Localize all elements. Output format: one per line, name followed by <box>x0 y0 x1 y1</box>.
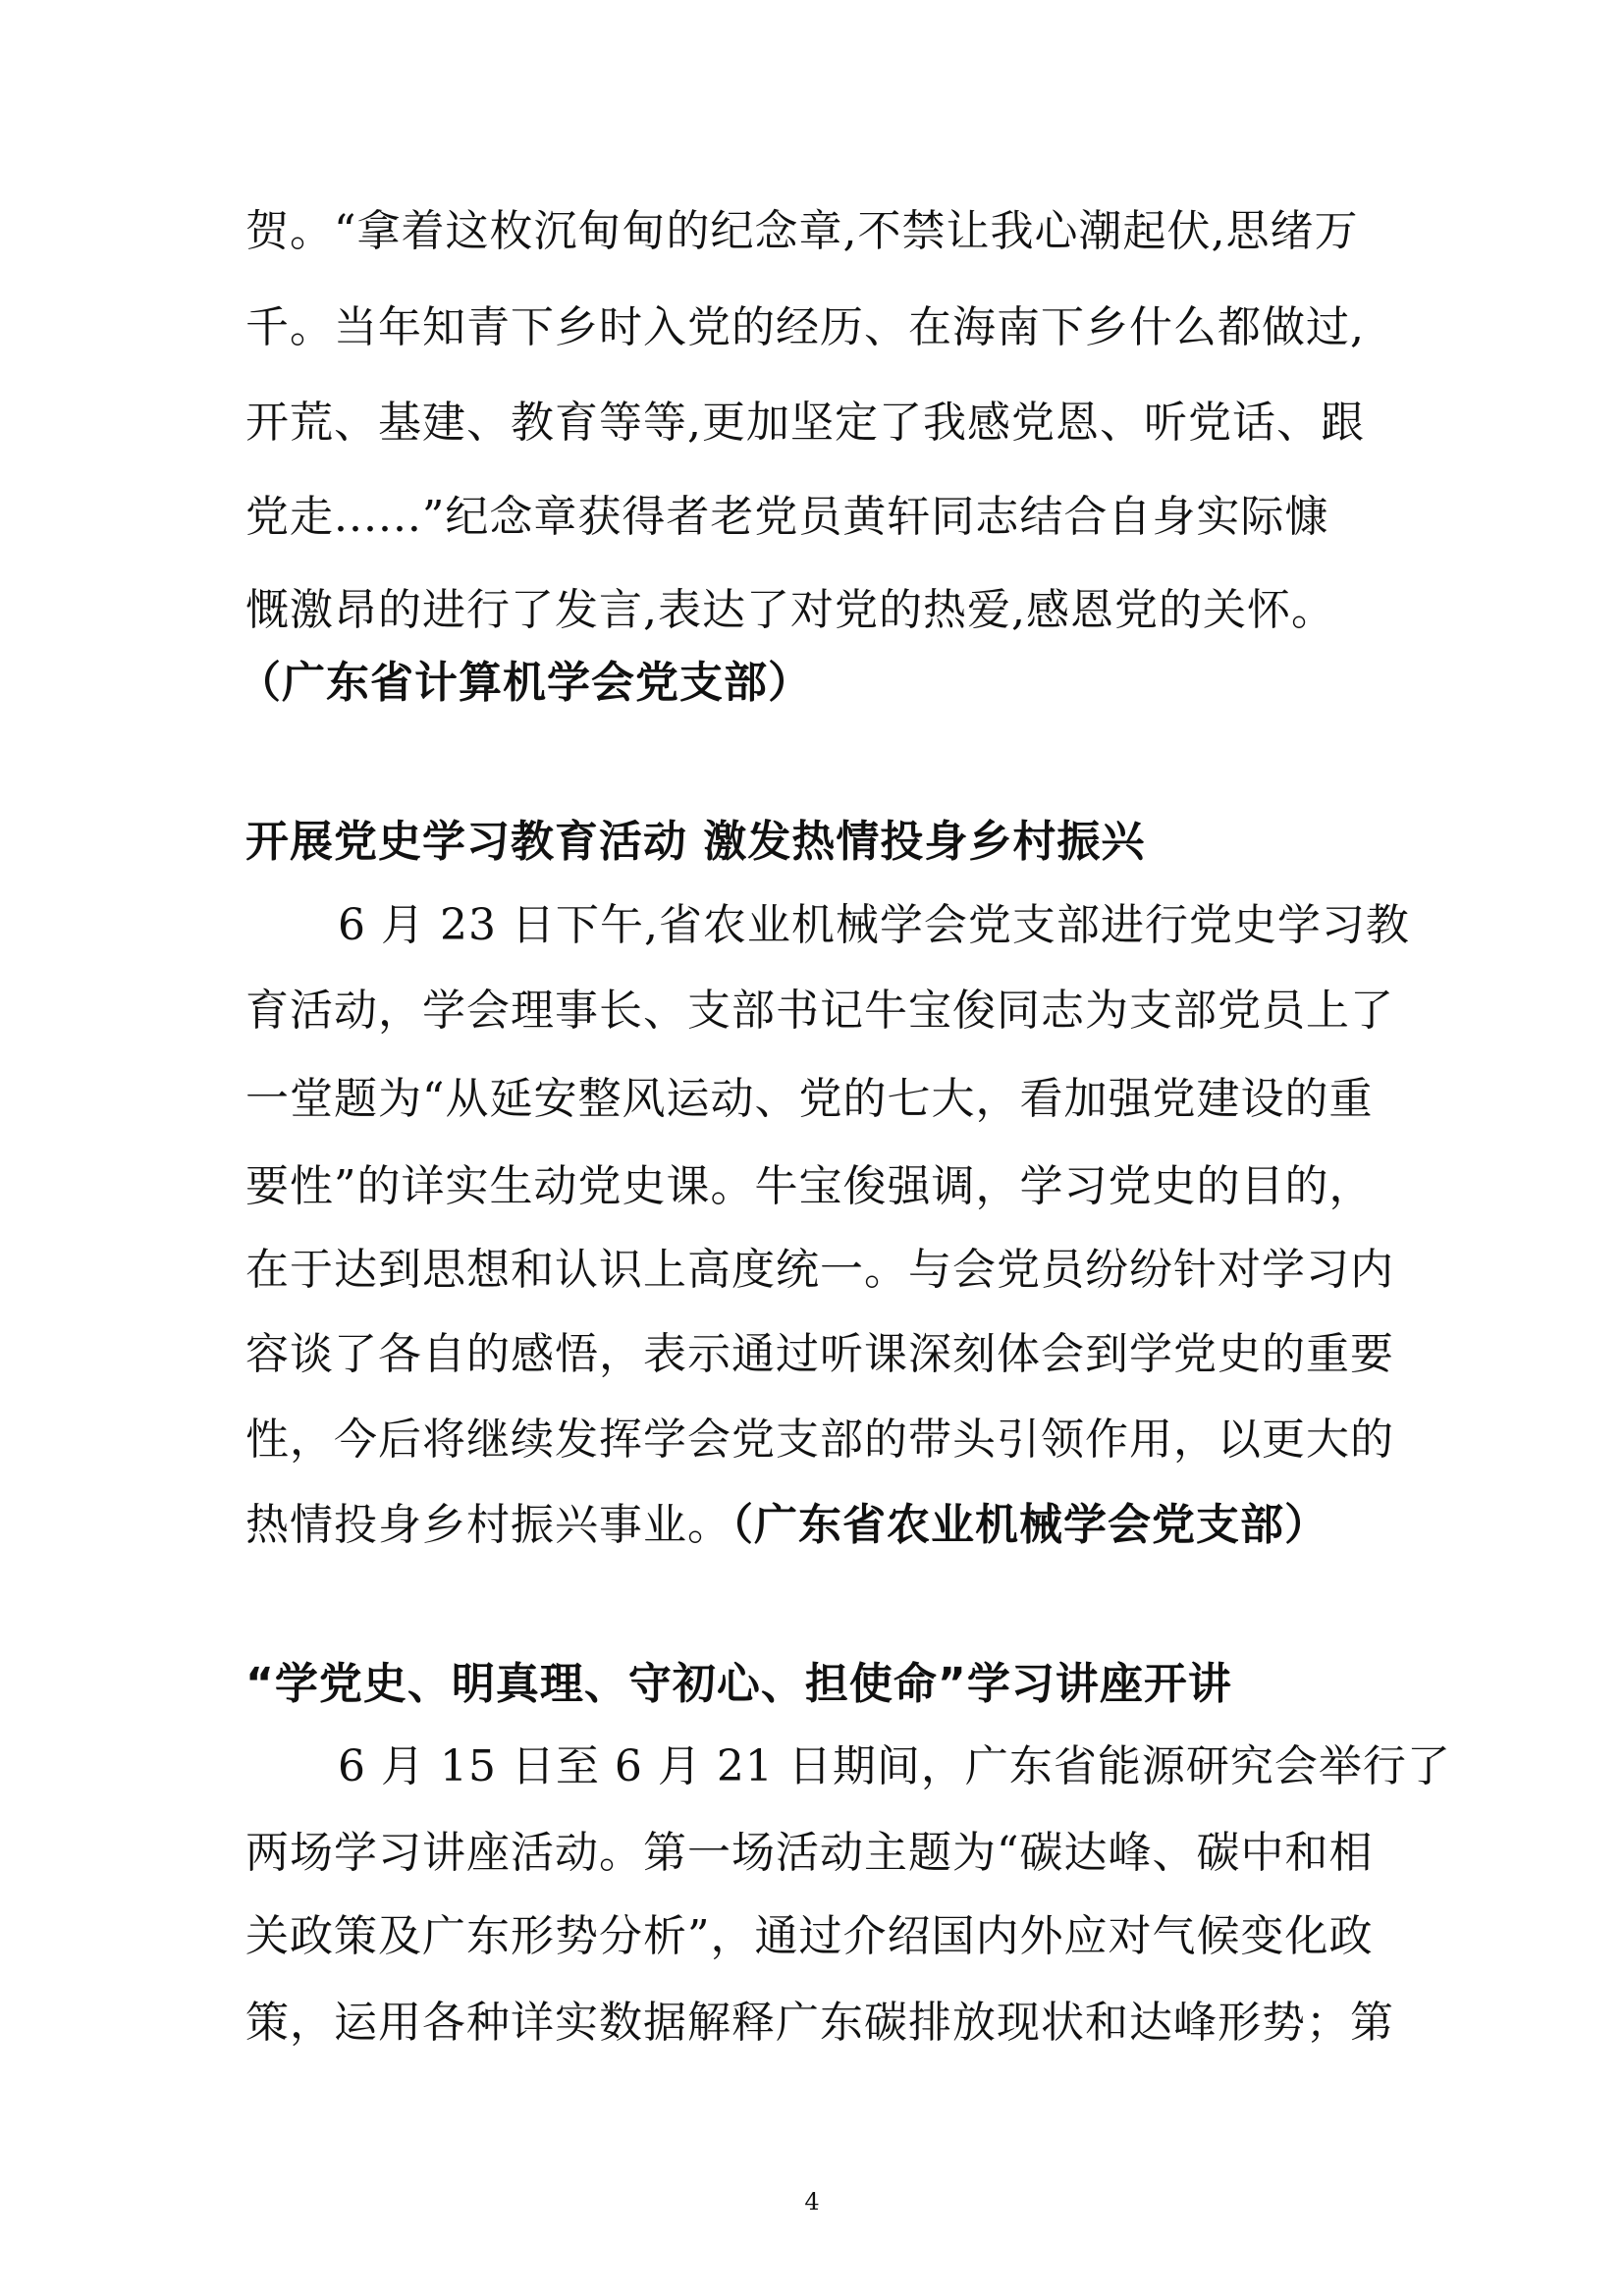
article1-line-3: 开荒、基建、教育等等,更加坚定了我感党恩、听党话、跟 <box>245 398 1365 448</box>
article2-source: （广东省农业机械学会党支部） <box>731 1500 1328 1550</box>
article1-source: （广东省计算机学会党支部） <box>238 658 812 708</box>
article1-line-1: 贺。“拿着这枚沉甸甸的纪念章,不禁让我心潮起伏,思绪万 <box>245 206 1359 256</box>
article2-line-2: 育活动，学会理事长、支部书记牛宝俊同志为支部党员上了 <box>245 986 1394 1036</box>
article1-line-2: 千。当年知青下乡时入党的经历、在海南下乡什么都做过, <box>245 302 1365 352</box>
article3-line-2: 两场学习讲座活动。第一场活动主题为“碳达峰、碳中和相 <box>245 1828 1374 1878</box>
page-number: 4 <box>804 2188 820 2216</box>
article2-line-7: 性，今后将继续发挥学会党支部的带头引领作用，以更大的 <box>245 1415 1394 1465</box>
article2-last-line-text: 热情投身乡村振兴事业。 <box>245 1500 731 1550</box>
article2-title: 开展党史学习教育活动 激发热情投身乡村振兴 <box>245 817 1146 867</box>
article3-line-1: 6 月 15 日至 6 月 21 日期间，广东省能源研究会举行了 <box>338 1741 1451 1791</box>
article2-line-6: 容谈了各自的感悟，表示通过听课深刻体会到学党史的重要 <box>245 1329 1394 1379</box>
article3-line-3: 关政策及广东形势分析”，通过介绍国内外应对气候变化政 <box>245 1911 1374 1961</box>
article2-line-8 <box>245 1498 1384 1553</box>
article1-line-4: 党走......”纪念章获得者老党员黄轩同志结合自身实际慷 <box>245 492 1329 542</box>
article2-line-5: 在于达到思想和认识上高度统一。与会党员纷纷针对学习内 <box>245 1245 1394 1295</box>
article2-line-1: 6 月 23 日下午,省农业机械学会党支部进行党史学习教 <box>338 900 1410 950</box>
article2-line-3: 一堂题为“从延安整风运动、党的七大，看加强党建设的重 <box>245 1074 1374 1124</box>
article2-line-4: 要性”的详实生动党史课。牛宝俊强调，学习党史的目的， <box>245 1161 1374 1211</box>
article1-line-5: 慨激昂的进行了发言,表达了对党的热爱,感恩党的关怀。 <box>245 585 1335 635</box>
article3-title: “学党史、明真理、守初心、担使命”学习讲座开讲 <box>245 1659 1232 1709</box>
article3-line-4: 策，运用各种详实数据解释广东碳排放现状和达峰形势；第 <box>245 1998 1394 2048</box>
